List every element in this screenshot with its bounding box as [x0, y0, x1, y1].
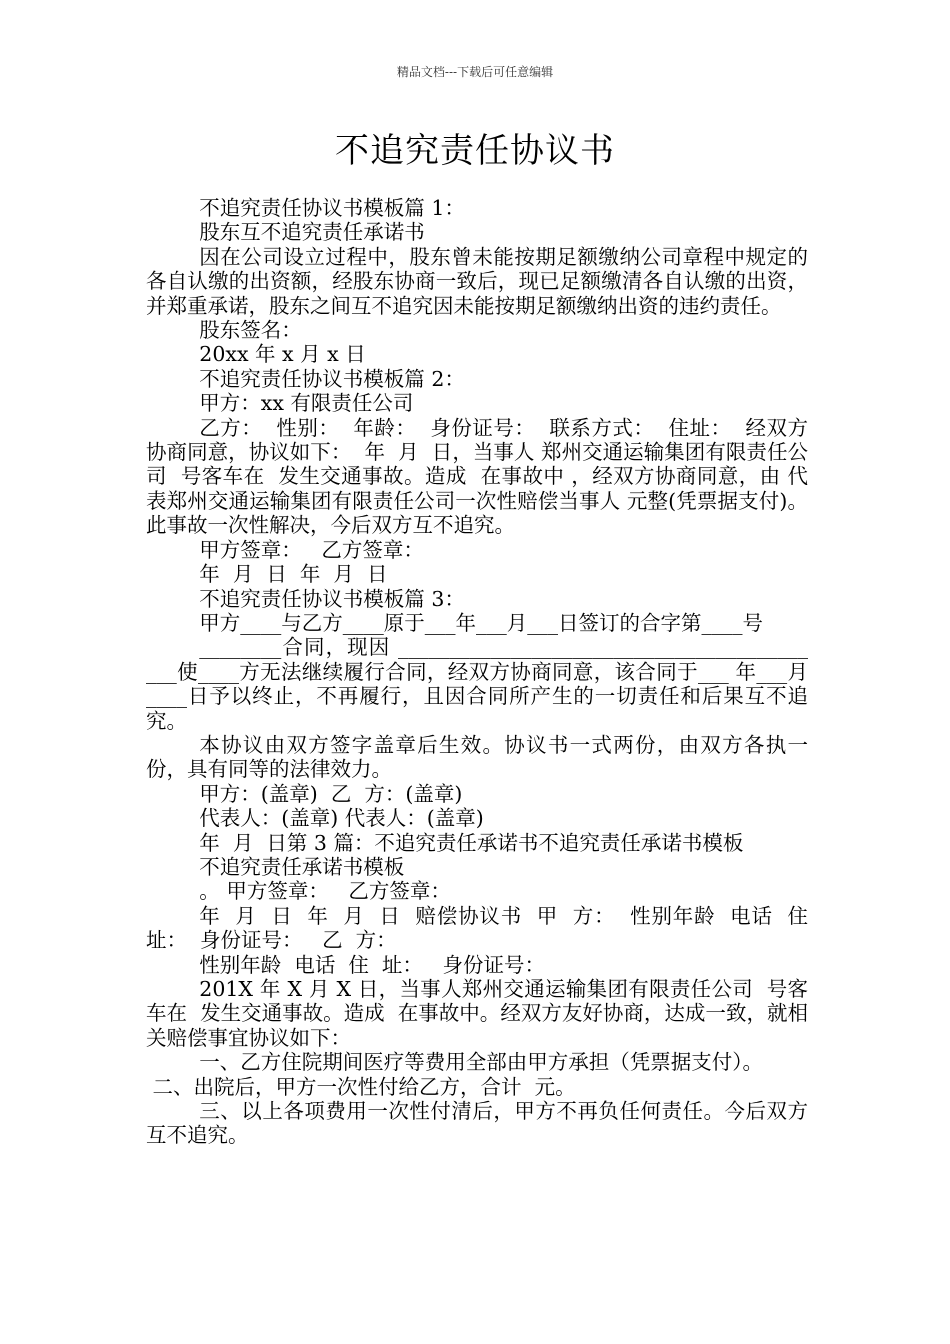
document-body: [146, 196, 808, 1148]
body-paragraph: 本协议由双方签字盖章后生效。协议书一式两份，由双方各执一份，具有同等的法律效力。: [146, 732, 808, 782]
section-heading: 不追究责任协议书模板篇 1：: [199, 196, 465, 220]
clause-item: 三、以上各项费用一次性付清后，甲方不再负任何责任。今后双方互不追究。: [146, 1099, 808, 1148]
body-paragraph: 年 月 日 年 月 日 赔偿协议书 甲 方： 性别年龄 电话 住址： 身份证号： 乙 方：: [146, 903, 808, 953]
section-subtitle: 股东互不追究责任承诺书: [199, 220, 425, 245]
body-paragraph: 甲方____与乙方____原于___年___月___日签订的合字第____号: [199, 610, 764, 635]
signature-line: 。 甲方签章： 乙方签章：: [199, 879, 451, 904]
party-info-line: 性别年龄 电话 住 址： 身份证号：: [199, 952, 545, 977]
body-paragraph: 乙方： 性别： 年龄： 身份证号： 联系方式： 住址： 经双方协商同意，协议如下： 年 月 日，当事人 郑州交通运输集团有限责任公司 号客车在 发生交通事故。造成 在事故中 ，经双方协商同意，由 代表郑州交通运输集团有限责任公司一次性赔偿当事人 元整(凭票据支付)。此事故一次性解决，今后双方互不追究。: [146, 415, 808, 538]
section-heading: 不追究责任协议书模板篇 2：: [199, 366, 465, 391]
signature-line: 代表人：(盖章) 代表人：(盖章): [199, 806, 484, 831]
body-paragraph: 因在公司设立过程中，股东曾未能按期足额缴纳公司章程中规定的各自认缴的出资额，经股东协商一致后，现已足额缴清各自认缴的出资，并郑重承诺，股东之间互不追究因未能按期足额缴纳出资的违约责任。: [146, 244, 808, 318]
section-subtitle: 不追究责任承诺书模板: [199, 854, 405, 879]
signature-line: 股东签名：: [199, 318, 302, 343]
body-paragraph: ________合同，现因 ___________________________________________使____方无法继续履行合同，经双方协商同意，该合同于___ 年___月____日予以终止，不再履行，且因合同所产生的一切责任和后果互不追究。: [146, 635, 808, 733]
page-header: 精品文档---下载后可任意编辑: [396, 65, 554, 79]
section-heading: 不追究责任协议书模板篇 3：: [199, 586, 465, 611]
body-paragraph: 201X 年 X 月 X 日，当事人郑州交通运输集团有限责任公司 号客车在 发生交通事故。造成 在事故中。经双方友好协商，达成一致，就相关赔偿事宜协议如下：: [146, 977, 808, 1050]
party-a-line: 甲方：xx 有限责任公司: [199, 391, 414, 416]
clause-item: 一、乙方住院期间医疗等费用全部由甲方承担（凭票据支付）。: [199, 1050, 764, 1075]
body-paragraph: 年 月 日第 3 篇：不追究责任承诺书不追究责任承诺书模板: [199, 830, 744, 855]
date-line: 20xx 年 x 月 x 日: [199, 342, 366, 367]
signature-line: 甲方：(盖章) 乙 方：(盖章): [199, 781, 463, 806]
date-line: 年 月 日 年 月 日: [199, 562, 388, 587]
clause-item: 二、出院后，甲方一次性付给乙方，合计 元。: [146, 1074, 576, 1099]
signature-line: 甲方签章： 乙方签章：: [199, 537, 424, 562]
document-title: 不追究责任协议书: [335, 131, 615, 171]
